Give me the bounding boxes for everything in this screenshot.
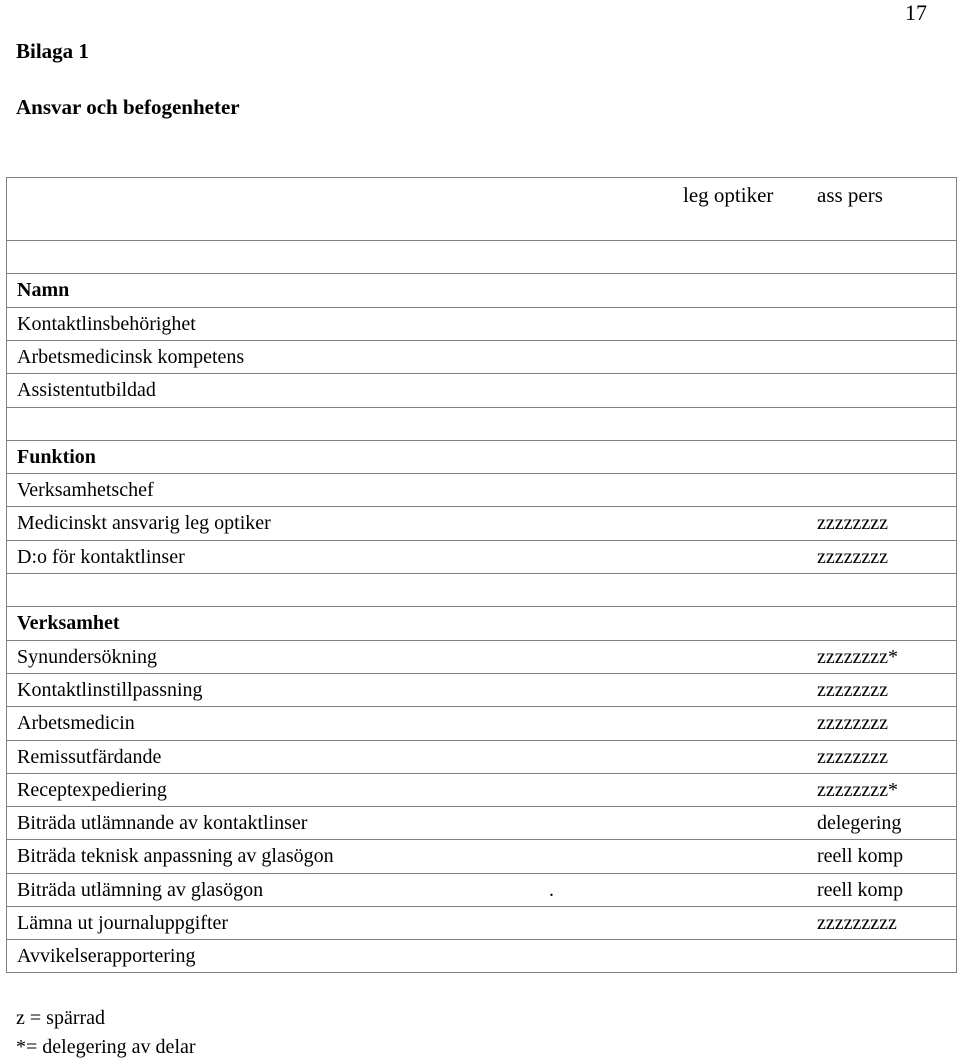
- table-row: [7, 506, 956, 539]
- responsibility-table: [6, 177, 957, 973]
- table-section-heading: Funktion: [17, 445, 96, 468]
- table-cell-ass-pers: zzzzzzzz: [817, 678, 889, 701]
- page-number: 17: [905, 0, 927, 25]
- table-row: [7, 873, 956, 906]
- table-row-label: Medicinskt ansvarig leg optiker: [17, 512, 271, 535]
- table-row: [7, 806, 956, 839]
- table-row-label: Avvikelserapportering: [17, 945, 196, 968]
- table-cell-ass-pers: zzzzzzzz*: [817, 778, 899, 801]
- table-row: [7, 407, 956, 440]
- table-row-label: Arbetsmedicinsk kompetens: [17, 345, 245, 368]
- table-row: [7, 839, 956, 872]
- column-header-leg-optiker: leg optiker: [683, 183, 774, 207]
- table-cell-ass-pers: zzzzzzzz*: [817, 645, 899, 668]
- table-row-label: Kontaktlinsbehörighet: [17, 312, 196, 335]
- table-row: [7, 573, 956, 606]
- table-row: [7, 939, 956, 972]
- table-row-label: D:o för kontaktlinser: [17, 545, 185, 568]
- table-row: [7, 540, 956, 573]
- appendix-title: Bilaga 1: [16, 39, 89, 63]
- table-cell-ass-pers: delegering: [817, 812, 902, 835]
- table-section-heading: Verksamhet: [17, 612, 120, 635]
- section-title: Ansvar och befogenheter: [16, 95, 240, 119]
- table-row: [7, 440, 956, 473]
- table-row-label: Lämna ut journaluppgifter: [17, 912, 229, 934]
- table-row: [7, 640, 956, 673]
- table-row: [7, 473, 956, 506]
- table-row: [7, 773, 956, 806]
- table-row: [7, 673, 956, 706]
- table-row-label: Biträda teknisk anpassning av glasögon: [17, 845, 334, 868]
- table-row-label: Arbetsmedicin: [17, 712, 135, 735]
- table-row: [7, 373, 956, 406]
- table-row: [7, 706, 956, 739]
- table-row-label: Biträda utlämnande av kontaktlinser: [17, 812, 308, 835]
- legend-delegering: *= delegering av delar: [16, 1036, 196, 1058]
- table-row-label: Assistentutbildad: [17, 379, 156, 402]
- table-row-label: Kontaktlinstillpassning: [17, 678, 203, 701]
- table-cell-ass-pers: zzzzzzzzz: [817, 912, 897, 934]
- table-cell-ass-pers: zzzzzzzz: [817, 712, 889, 735]
- table-row-label: Verksamhetschef: [17, 479, 154, 502]
- table-row: [7, 606, 956, 639]
- table-cell-ass-pers: zzzzzzzz: [817, 745, 889, 768]
- table-header-row: [7, 178, 956, 240]
- table-row: [7, 307, 956, 340]
- table-row-label: Receptexpediering: [17, 778, 167, 801]
- table-row: [7, 240, 956, 273]
- table-cell-ass-pers: reell komp: [817, 878, 904, 901]
- table-row: [7, 740, 956, 773]
- table-cell-leg-optiker: .: [549, 878, 554, 901]
- table-row-label: Remissutfärdande: [17, 745, 162, 768]
- table-row-label: Synundersökning: [17, 645, 157, 668]
- table-cell-ass-pers: zzzzzzzz: [817, 545, 889, 568]
- table-cell-ass-pers: zzzzzzzz: [817, 512, 889, 535]
- table-row: [7, 340, 956, 373]
- table-section-heading: Namn: [17, 279, 70, 302]
- legend-spärrad: z = spärrad: [16, 1007, 106, 1029]
- table-row: [7, 906, 956, 939]
- table-cell-ass-pers: reell komp: [817, 845, 904, 868]
- column-header-ass-pers: ass pers: [817, 183, 883, 207]
- table-row-label: Biträda utlämning av glasögon: [17, 878, 264, 901]
- table-row: [7, 273, 956, 306]
